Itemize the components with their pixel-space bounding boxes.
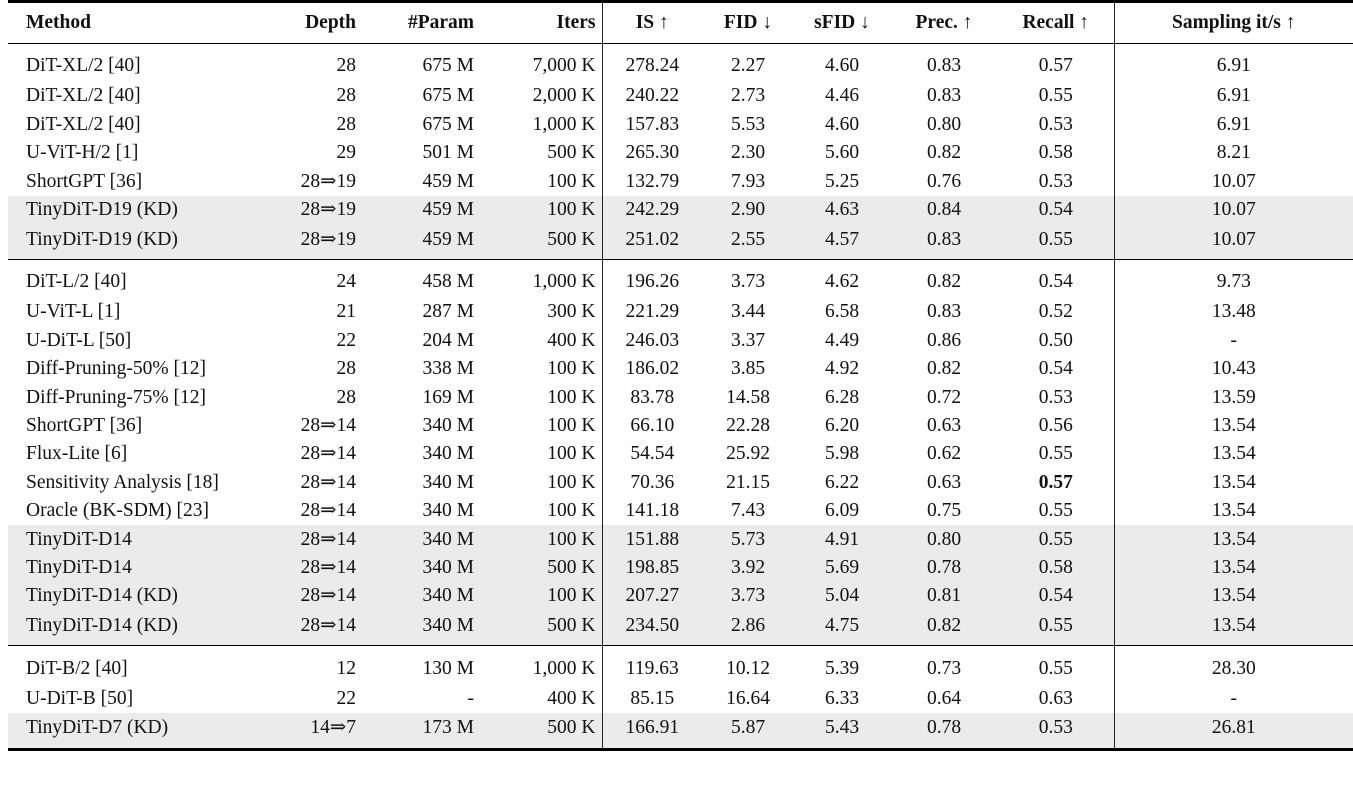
cell-iters: 500 K bbox=[480, 610, 602, 646]
table-row bbox=[8, 298, 1353, 326]
cell-fid: 3.92 bbox=[702, 553, 794, 581]
cell-sfid: 5.04 bbox=[794, 582, 890, 610]
cell-sfid: 5.69 bbox=[794, 553, 890, 581]
table-row bbox=[8, 44, 1353, 83]
cell-sfid: 4.60 bbox=[824, 55, 860, 77]
cell-prec: 0.62 bbox=[926, 443, 962, 465]
cell-iters: 400 K bbox=[480, 684, 602, 712]
cell-iters: 100 K bbox=[480, 412, 602, 440]
cell-method: TinyDiT-D7 (KD) bbox=[8, 713, 270, 750]
cell-prec: 0.72 bbox=[926, 386, 962, 408]
cell-sampling: 8.21 bbox=[1216, 142, 1251, 164]
cell-param: 501 M bbox=[422, 142, 474, 164]
cell-sfid: 5.60 bbox=[824, 142, 860, 164]
column-header-sampling: Sampling it/s ↑ bbox=[1114, 2, 1353, 44]
cell-depth: 28⇒14 bbox=[300, 500, 356, 522]
table-row bbox=[8, 139, 1353, 167]
cell-iters: 7,000 K bbox=[480, 44, 602, 83]
cell-depth: 12 bbox=[270, 646, 362, 685]
cell-method: Flux-Lite [6] bbox=[26, 443, 128, 465]
cell-sfid: 5.39 bbox=[794, 646, 890, 685]
cell-is: 242.29 bbox=[602, 196, 702, 224]
cell-sfid: 4.49 bbox=[824, 329, 860, 351]
cell-prec: 0.78 bbox=[890, 553, 998, 581]
table-row bbox=[8, 525, 1353, 553]
cell-sampling: 10.07 bbox=[1114, 224, 1353, 260]
cell-recall: 0.54 bbox=[998, 355, 1114, 383]
results-table bbox=[8, 0, 1353, 751]
cell-param: 340 M bbox=[362, 553, 480, 581]
cell-depth: 28 bbox=[336, 358, 356, 380]
cell-iters: 500 K bbox=[480, 224, 602, 260]
cell-sfid: 4.46 bbox=[824, 85, 860, 107]
cell-fid: 2.90 bbox=[702, 196, 794, 224]
cell-param: 338 M bbox=[422, 358, 474, 380]
cell-recall: 0.53 bbox=[998, 110, 1114, 138]
cell-method: Diff-Pruning-50% [12] bbox=[26, 358, 206, 380]
cell-sfid: 6.58 bbox=[824, 301, 860, 323]
cell-recall: 0.58 bbox=[998, 139, 1114, 167]
cell-method: Diff-Pruning-75% [12] bbox=[26, 386, 206, 408]
table-row bbox=[8, 440, 1353, 468]
cell-sampling: 13.54 bbox=[1114, 525, 1353, 553]
cell-sfid: 5.43 bbox=[794, 713, 890, 750]
cell-param: 173 M bbox=[362, 713, 480, 750]
cell-sampling: 10.07 bbox=[1114, 196, 1353, 224]
cell-iters: 1,000 K bbox=[480, 646, 602, 685]
cell-method: TinyDiT-D19 (KD) bbox=[8, 224, 270, 260]
table-group-1 bbox=[8, 44, 1353, 260]
cell-fid: 3.73 bbox=[702, 259, 794, 298]
cell-fid: 22.28 bbox=[726, 414, 770, 436]
cell-sfid: 4.57 bbox=[794, 224, 890, 260]
results-table-container bbox=[8, 0, 1353, 751]
cell-recall: 0.55 bbox=[998, 610, 1114, 646]
cell-recall: 0.56 bbox=[998, 412, 1114, 440]
cell-fid: 5.87 bbox=[702, 713, 794, 750]
cell-is: 132.79 bbox=[625, 170, 680, 192]
cell-sampling: 13.59 bbox=[1211, 386, 1256, 408]
cell-prec: 0.84 bbox=[890, 196, 998, 224]
cell-sfid: 6.09 bbox=[824, 500, 860, 522]
cell-param: 340 M bbox=[362, 582, 480, 610]
table-row bbox=[8, 497, 1353, 525]
cell-prec: 0.81 bbox=[890, 582, 998, 610]
cell-recall: 0.54 bbox=[998, 259, 1114, 298]
cell-iters: 500 K bbox=[480, 713, 602, 750]
table-row bbox=[8, 383, 1353, 411]
cell-iters: 300 K bbox=[480, 298, 602, 326]
cell-is: 66.10 bbox=[630, 414, 675, 436]
cell-prec: 0.63 bbox=[926, 414, 962, 436]
cell-is: 141.18 bbox=[625, 500, 680, 522]
cell-is: 151.88 bbox=[602, 525, 702, 553]
cell-param: 675 M bbox=[422, 113, 474, 135]
cell-fid: 2.73 bbox=[730, 85, 766, 107]
cell-depth: 14⇒7 bbox=[270, 713, 362, 750]
table-row bbox=[8, 259, 1353, 298]
cell-depth: 28⇒14 bbox=[270, 553, 362, 581]
cell-sampling: 6.91 bbox=[1216, 85, 1251, 107]
cell-depth: 28 bbox=[336, 85, 356, 107]
column-header-fid: FID ↓ bbox=[702, 2, 794, 44]
cell-param: 340 M bbox=[362, 610, 480, 646]
cell-method: U-DiT-B [50] bbox=[26, 687, 134, 709]
cell-iters: 100 K bbox=[480, 383, 602, 411]
cell-depth: 28⇒14 bbox=[300, 471, 356, 493]
cell-iters: 500 K bbox=[480, 139, 602, 167]
column-header-recall: Recall ↑ bbox=[998, 2, 1114, 44]
table-row bbox=[8, 196, 1353, 224]
cell-method: TinyDiT-D14 bbox=[8, 553, 270, 581]
cell-recall: 0.50 bbox=[998, 326, 1114, 354]
table-row bbox=[8, 646, 1353, 685]
cell-method: U-ViT-L [1] bbox=[26, 301, 121, 323]
cell-is: 278.24 bbox=[625, 55, 680, 77]
cell-sampling: 13.54 bbox=[1211, 414, 1256, 436]
cell-is: 251.02 bbox=[602, 224, 702, 260]
cell-recall: 0.55 bbox=[998, 646, 1114, 685]
cell-method: DiT-B/2 [40] bbox=[8, 646, 270, 685]
cell-sfid: 4.63 bbox=[794, 196, 890, 224]
cell-prec: 0.80 bbox=[890, 525, 998, 553]
cell-fid: 16.64 bbox=[726, 687, 770, 709]
cell-prec: 0.82 bbox=[926, 358, 962, 380]
cell-iters: 100 K bbox=[480, 525, 602, 553]
cell-depth: 22 bbox=[336, 687, 356, 709]
table-row bbox=[8, 610, 1353, 646]
cell-prec: 0.83 bbox=[926, 85, 962, 107]
table-row bbox=[8, 468, 1353, 496]
cell-recall: 0.55 bbox=[998, 82, 1114, 110]
table-group-3 bbox=[8, 646, 1353, 749]
cell-sfid: 5.25 bbox=[824, 170, 860, 192]
cell-depth: 29 bbox=[336, 142, 356, 164]
cell-recall: 0.54 bbox=[998, 196, 1114, 224]
table-row bbox=[8, 355, 1353, 383]
column-header-prec: Prec. ↑ bbox=[890, 2, 998, 44]
cell-method: DiT-L/2 [40] bbox=[8, 259, 270, 298]
cell-method: Sensitivity Analysis [18] bbox=[26, 471, 219, 493]
cell-param: 340 M bbox=[422, 443, 474, 465]
cell-depth: 28⇒19 bbox=[270, 224, 362, 260]
cell-is: 265.30 bbox=[625, 142, 680, 164]
table-row bbox=[8, 412, 1353, 440]
cell-param: 340 M bbox=[362, 525, 480, 553]
cell-fid: 3.85 bbox=[730, 358, 766, 380]
cell-param: 169 M bbox=[422, 386, 474, 408]
table-row bbox=[8, 684, 1353, 712]
cell-depth: 28⇒14 bbox=[270, 525, 362, 553]
cell-sampling: 13.54 bbox=[1211, 500, 1256, 522]
cell-recall: 0.55 bbox=[998, 497, 1114, 525]
cell-is: 246.03 bbox=[625, 329, 680, 351]
table-group-2 bbox=[8, 259, 1353, 645]
cell-sampling: - bbox=[1230, 687, 1237, 709]
cell-is: 70.36 bbox=[630, 471, 675, 493]
cell-sfid: 4.62 bbox=[794, 259, 890, 298]
cell-recall: 0.63 bbox=[998, 684, 1114, 712]
cell-is: 221.29 bbox=[625, 301, 680, 323]
cell-param: 675 M bbox=[422, 85, 474, 107]
cell-depth: 28⇒14 bbox=[270, 610, 362, 646]
cell-depth: 28 bbox=[336, 386, 356, 408]
cell-recall: 0.55 bbox=[998, 224, 1114, 260]
cell-depth: 28⇒19 bbox=[270, 196, 362, 224]
cell-param: 130 M bbox=[362, 646, 480, 685]
cell-sampling: 13.54 bbox=[1114, 582, 1353, 610]
table-row bbox=[8, 713, 1353, 750]
cell-method: TinyDiT-D14 (KD) bbox=[8, 582, 270, 610]
cell-is: 234.50 bbox=[602, 610, 702, 646]
cell-depth: 28⇒14 bbox=[270, 582, 362, 610]
cell-method: DiT-XL/2 [40] bbox=[26, 113, 141, 135]
cell-is: 157.83 bbox=[625, 113, 680, 135]
cell-sfid: 6.22 bbox=[824, 471, 860, 493]
cell-method: TinyDiT-D14 bbox=[8, 525, 270, 553]
cell-is: 207.27 bbox=[602, 582, 702, 610]
cell-depth: 28 bbox=[336, 113, 356, 135]
cell-sampling: 13.54 bbox=[1114, 553, 1353, 581]
cell-is: 83.78 bbox=[630, 386, 675, 408]
cell-recall: 0.55 bbox=[998, 525, 1114, 553]
cell-sampling: - bbox=[1230, 329, 1237, 351]
cell-recall: 0.52 bbox=[998, 298, 1114, 326]
table-row bbox=[8, 553, 1353, 581]
cell-method: Oracle (BK-SDM) [23] bbox=[26, 500, 210, 522]
cell-param: 675 M bbox=[422, 55, 474, 77]
cell-is: 166.91 bbox=[602, 713, 702, 750]
cell-method: TinyDiT-D19 (KD) bbox=[8, 196, 270, 224]
cell-sfid: 4.91 bbox=[794, 525, 890, 553]
cell-sampling: 10.07 bbox=[1211, 170, 1256, 192]
cell-sampling: 26.81 bbox=[1114, 713, 1353, 750]
cell-iters: 1,000 K bbox=[480, 259, 602, 298]
cell-param: 340 M bbox=[422, 414, 474, 436]
cell-recall: 0.54 bbox=[998, 582, 1114, 610]
cell-sampling: 13.54 bbox=[1211, 443, 1256, 465]
cell-recall: 0.57 bbox=[998, 468, 1114, 496]
cell-fid: 5.73 bbox=[702, 525, 794, 553]
cell-method: TinyDiT-D14 (KD) bbox=[8, 610, 270, 646]
cell-method: DiT-XL/2 [40] bbox=[26, 55, 141, 77]
cell-iters: 1,000 K bbox=[480, 110, 602, 138]
cell-param: 204 M bbox=[422, 329, 474, 351]
cell-sampling: 6.91 bbox=[1216, 113, 1251, 135]
table-row bbox=[8, 582, 1353, 610]
cell-fid: 2.55 bbox=[702, 224, 794, 260]
cell-sfid: 6.28 bbox=[824, 386, 860, 408]
table-header bbox=[8, 2, 1353, 44]
cell-sfid: 4.75 bbox=[794, 610, 890, 646]
cell-depth: 28⇒19 bbox=[300, 170, 356, 192]
cell-iters: 100 K bbox=[480, 468, 602, 496]
cell-fid: 3.44 bbox=[730, 301, 766, 323]
table-row bbox=[8, 82, 1353, 110]
cell-iters: 2,000 K bbox=[480, 82, 602, 110]
cell-sampling: 6.91 bbox=[1216, 55, 1251, 77]
cell-prec: 0.83 bbox=[926, 301, 962, 323]
column-header-sfid: sFID ↓ bbox=[794, 2, 890, 44]
cell-fid: 21.15 bbox=[726, 471, 770, 493]
column-header-method: Method bbox=[8, 2, 270, 44]
cell-param: 459 M bbox=[362, 224, 480, 260]
cell-sampling: 10.43 bbox=[1211, 358, 1256, 380]
cell-fid: 7.93 bbox=[730, 170, 766, 192]
cell-prec: 0.63 bbox=[926, 471, 962, 493]
column-header-param: #Param bbox=[362, 2, 480, 44]
cell-is: 85.15 bbox=[630, 687, 675, 709]
cell-is: 196.26 bbox=[602, 259, 702, 298]
cell-depth: 28⇒14 bbox=[300, 443, 356, 465]
cell-recall: 0.57 bbox=[998, 44, 1114, 83]
cell-sampling: 9.73 bbox=[1114, 259, 1353, 298]
cell-iters: 100 K bbox=[480, 497, 602, 525]
cell-sampling: 13.54 bbox=[1114, 610, 1353, 646]
cell-prec: 0.76 bbox=[926, 170, 962, 192]
cell-iters: 100 K bbox=[480, 196, 602, 224]
cell-recall: 0.55 bbox=[998, 440, 1114, 468]
cell-prec: 0.75 bbox=[926, 500, 962, 522]
cell-sfid: 4.92 bbox=[824, 358, 860, 380]
cell-recall: 0.53 bbox=[998, 167, 1114, 195]
cell-method: ShortGPT [36] bbox=[26, 170, 143, 192]
cell-iters: 100 K bbox=[480, 582, 602, 610]
column-header-depth: Depth bbox=[270, 2, 362, 44]
cell-sfid: 4.60 bbox=[824, 113, 860, 135]
cell-prec: 0.82 bbox=[890, 259, 998, 298]
cell-recall: 0.53 bbox=[998, 713, 1114, 750]
cell-recall: 0.58 bbox=[998, 553, 1114, 581]
cell-depth: 21 bbox=[336, 301, 356, 323]
cell-iters: 500 K bbox=[480, 553, 602, 581]
cell-iters: 100 K bbox=[480, 355, 602, 383]
cell-fid: 14.58 bbox=[726, 386, 770, 408]
cell-param: 287 M bbox=[422, 301, 474, 323]
cell-prec: 0.64 bbox=[926, 687, 962, 709]
cell-iters: 400 K bbox=[480, 326, 602, 354]
cell-depth: 24 bbox=[270, 259, 362, 298]
cell-is: 240.22 bbox=[625, 85, 680, 107]
cell-prec: 0.83 bbox=[926, 55, 962, 77]
table-row bbox=[8, 224, 1353, 260]
cell-fid: 2.30 bbox=[730, 142, 766, 164]
cell-prec: 0.78 bbox=[890, 713, 998, 750]
cell-recall: 0.53 bbox=[998, 383, 1114, 411]
cell-sampling: 13.54 bbox=[1211, 471, 1256, 493]
cell-prec: 0.82 bbox=[890, 610, 998, 646]
table-row bbox=[8, 167, 1353, 195]
cell-sampling: 13.48 bbox=[1211, 301, 1256, 323]
cell-sfid: 6.33 bbox=[824, 687, 860, 709]
cell-prec: 0.80 bbox=[926, 113, 962, 135]
cell-is: 198.85 bbox=[602, 553, 702, 581]
cell-is: 186.02 bbox=[625, 358, 680, 380]
cell-fid: 25.92 bbox=[726, 443, 770, 465]
cell-param: - bbox=[467, 687, 474, 709]
column-header-iters: Iters bbox=[480, 2, 602, 44]
header-row bbox=[8, 2, 1353, 44]
cell-method: U-ViT-H/2 [1] bbox=[26, 142, 139, 164]
cell-prec: 0.86 bbox=[926, 329, 962, 351]
cell-sampling: 28.30 bbox=[1114, 646, 1353, 685]
cell-param: 459 M bbox=[422, 170, 474, 192]
cell-prec: 0.83 bbox=[890, 224, 998, 260]
cell-prec: 0.82 bbox=[926, 142, 962, 164]
table-row bbox=[8, 110, 1353, 138]
cell-sfid: 6.20 bbox=[824, 414, 860, 436]
cell-param: 340 M bbox=[422, 500, 474, 522]
cell-depth: 22 bbox=[336, 329, 356, 351]
cell-iters: 100 K bbox=[480, 440, 602, 468]
cell-fid: 2.86 bbox=[702, 610, 794, 646]
table-row bbox=[8, 326, 1353, 354]
cell-param: 458 M bbox=[362, 259, 480, 298]
column-header-is: IS ↑ bbox=[602, 2, 702, 44]
cell-fid: 10.12 bbox=[702, 646, 794, 685]
cell-is: 119.63 bbox=[602, 646, 702, 685]
cell-method: ShortGPT [36] bbox=[26, 414, 143, 436]
cell-depth: 28⇒14 bbox=[300, 414, 356, 436]
cell-fid: 7.43 bbox=[730, 500, 766, 522]
cell-fid: 5.53 bbox=[730, 113, 766, 135]
cell-sfid: 5.98 bbox=[824, 443, 860, 465]
cell-fid: 3.37 bbox=[730, 329, 766, 351]
cell-fid: 3.73 bbox=[702, 582, 794, 610]
cell-is: 54.54 bbox=[630, 443, 675, 465]
cell-param: 340 M bbox=[422, 471, 474, 493]
cell-method: DiT-XL/2 [40] bbox=[26, 85, 141, 107]
cell-prec: 0.73 bbox=[890, 646, 998, 685]
cell-depth: 28 bbox=[336, 55, 356, 77]
cell-param: 459 M bbox=[362, 196, 480, 224]
cell-method: U-DiT-L [50] bbox=[26, 329, 132, 351]
cell-fid: 2.27 bbox=[730, 55, 766, 77]
cell-iters: 100 K bbox=[480, 167, 602, 195]
